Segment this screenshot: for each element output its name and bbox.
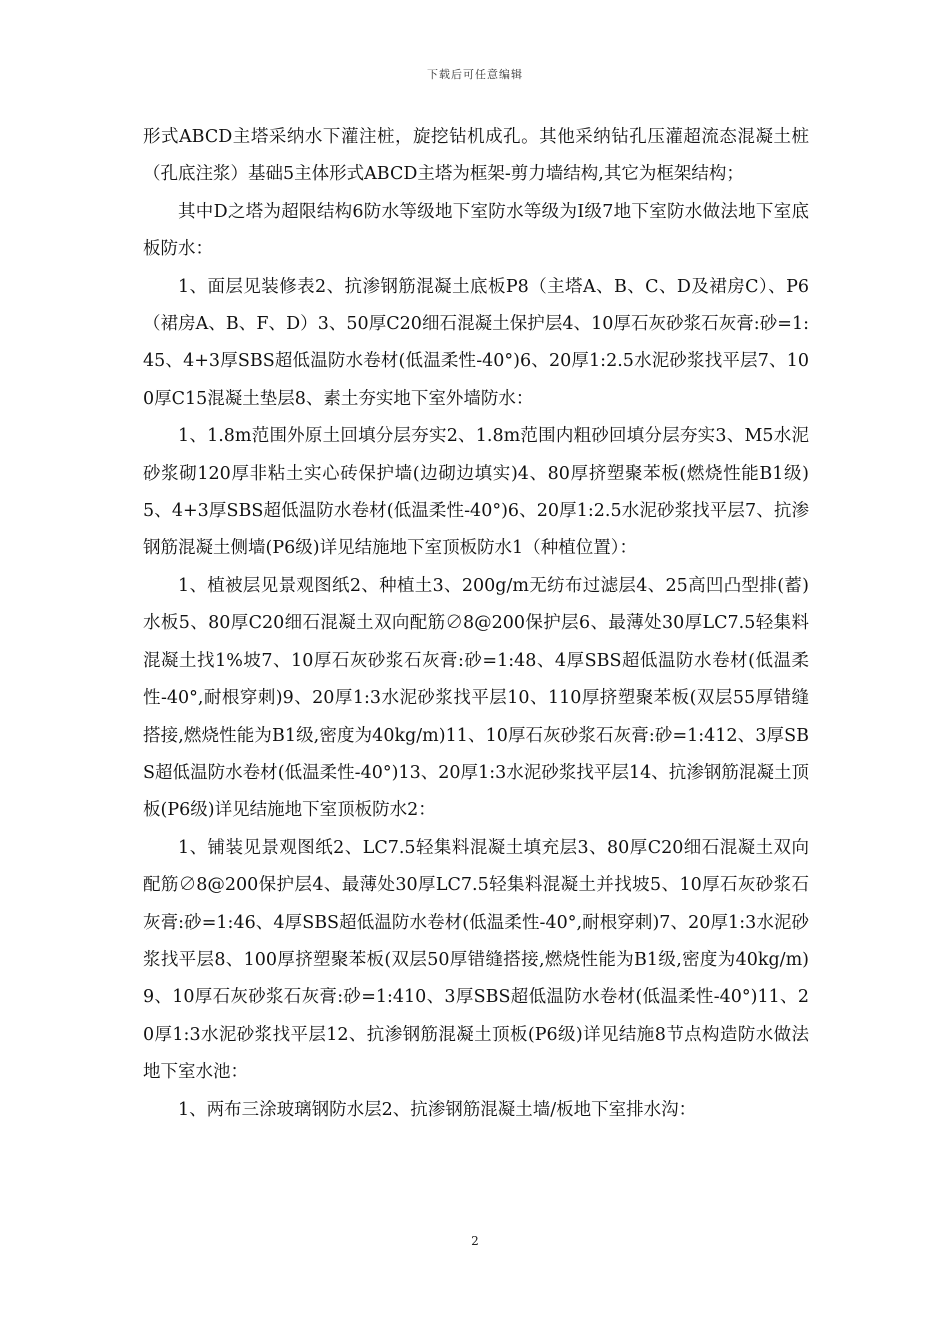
paragraph: 形式ABCD主塔采纳水下灌注桩，旋挖钻机成孔。其他采纳钻孔压灌超流态混凝土桩（孔底注浆）基础5主体形式ABCD主塔为框架-剪力墙结构,其它为框架结构；	[143, 127, 809, 185]
paragraph: 其中D之塔为超限结构6防水等级地下室防水等级为Ⅰ级7地下室防水做法地下室底板防水：	[143, 201, 809, 260]
document-body	[143, 119, 809, 1129]
paragraph: 1、两布三涂玻璃钢防水层2、抗渗钢筋混凝土墙/板地下室排水沟：	[178, 1099, 697, 1120]
paragraph: 1、面层见装修表2、抗渗钢筋混凝土底板P8（主塔A、B、C、D及裙房C）、P6（裙房A、B、F、D）3、50厚C20细石混凝土保护层4、10厚石灰砂浆石灰膏:砂=1:45、4+3厚SBS超低温防水卷材(低温柔性-40°)6、20厚1:2.5水泥砂浆找平层7、100厚C15混凝土垫层8、素土夯实地下室外墙防水：	[143, 276, 809, 409]
paragraph: 1、1.8m范围外原土回填分层夯实2、1.8m范围内粗砂回填分层夯实3、M5水泥砂浆砌120厚非粘土实心砖保护墙(边砌边填实)4、80厚挤塑聚苯板(燃烧性能B1级)5、4+3厚SBS超低温防水卷材(低温柔性-40°)6、20厚1:2.5水泥砂浆找平层7、抗渗钢筋混凝土侧墙(P6级)详见结施地下室顶板防水1（种植位置）：	[143, 426, 809, 559]
page-number: 2	[471, 1234, 479, 1248]
paragraph: 1、铺装见景观图纸2、LC7.5轻集料混凝土填充层3、80厚C20细石混凝土双向配筋∅8@200保护层4、最薄处30厚LC7.5轻集料混凝土并找坡5、10厚石灰砂浆石灰膏:砂=1:46、4厚SBS超低温防水卷材(低温柔性-40°,耐根穿刺)7、20厚1:3水泥砂浆找平层8、100厚挤塑聚苯板(双层50厚错缝搭接,燃烧性能为B1级,密度为40kg/m)9、10厚石灰砂浆石灰膏:砂=1:410、3厚SBS超低温防水卷材(低温柔性-40°)11、20厚1:3水泥砂浆找平层12、抗渗钢筋混凝土顶板(P6级)详见结施8节点构造防水做法地下室水池：	[143, 837, 809, 1083]
paragraph: 1、植被层见景观图纸2、种植土3、200g/m无纺布过滤层4、25高凹凸型排(蓄)水板5、80厚C20细石混凝土双向配筋∅8@200保护层6、最薄处30厚LC7.5轻集料混凝土找1%坡7、10厚石灰砂浆石灰膏:砂=1:48、4厚SBS超低温防水卷材(低温柔性-40°,耐根穿刺)9、20厚1:3水泥砂浆找平层10、110厚挤塑聚苯板(双层55厚错缝搭接,燃烧性能为B1级,密度为40kg/m)11、10厚石灰砂浆石灰膏:砂=1:412、3厚SBS超低温防水卷材(低温柔性-40°)13、20厚1:3水泥砂浆找平层14、抗渗钢筋混凝土顶板(P6级)详见结施地下室顶板防水2：	[143, 575, 809, 821]
page-header: 下载后可任意编辑	[427, 68, 523, 81]
